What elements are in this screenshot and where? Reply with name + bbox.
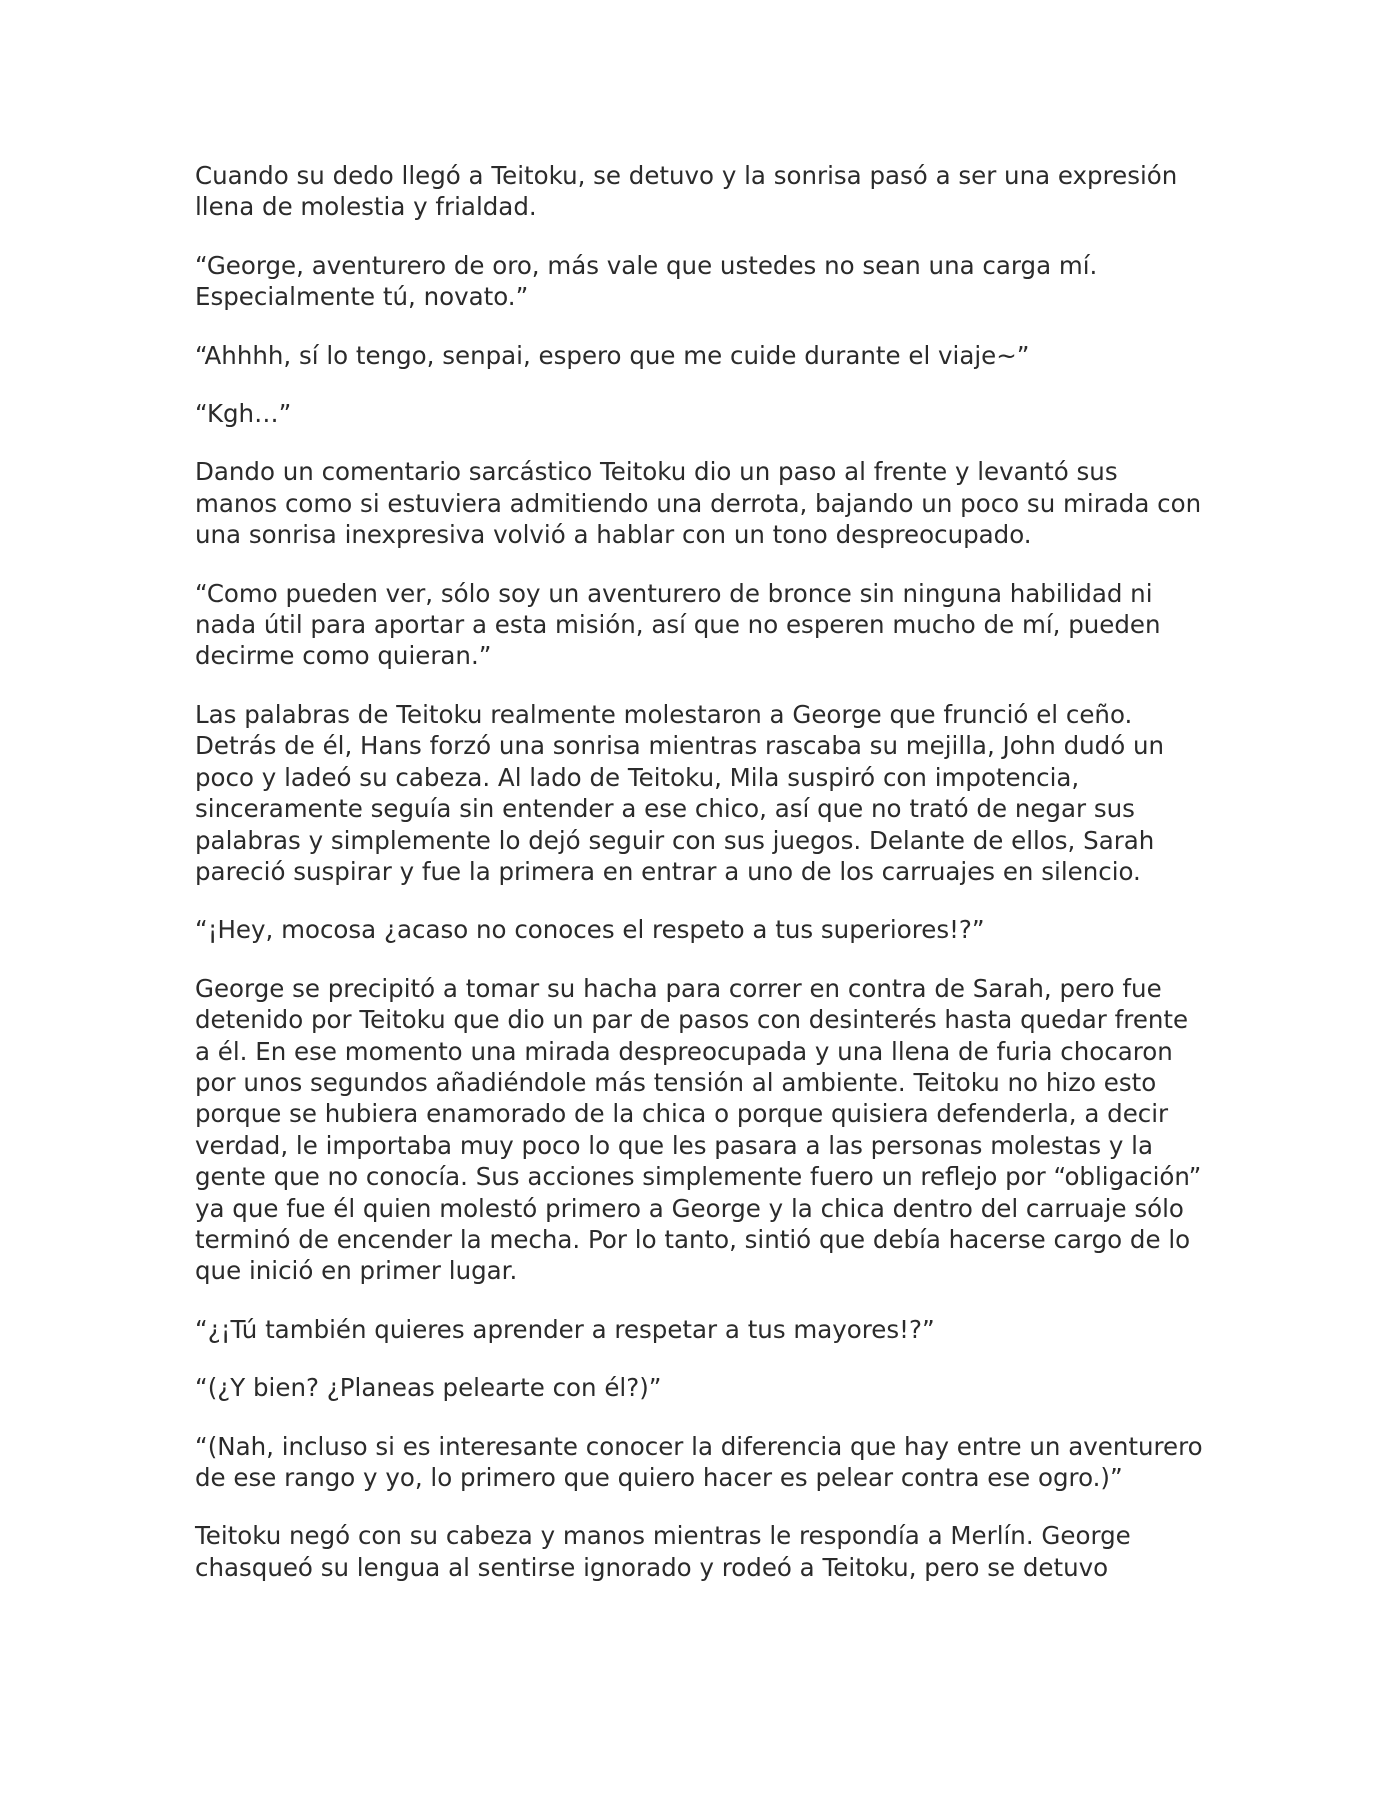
paragraph-5: Dando un comentario sarcástico Teitoku dio un paso al frente y levantó sus manos como si estuviera admitiendo una derrota, bajando un poco su mirada con una sonrisa inexpresiva volvió a hablar con un tono despreocupado. xyxy=(195,457,1202,550)
paragraph-11: “(¿Y bien? ¿Planeas pelearte con él?)” xyxy=(195,1373,662,1403)
paragraph-6: “Como pueden ver, sólo soy un aventurero de bronce sin ninguna habilidad ni nada útil para aportar a esta misión, así que no esperen mucho de mí, pueden decirme como quieran.” xyxy=(195,578,1161,671)
paragraph-3: “Ahhhh, sí lo tengo, senpai, espero que me cuide durante el viaje~” xyxy=(195,340,1030,370)
paragraph-7: Las palabras de Teitoku realmente molestaron a George que frunció el ceño. Detrás de él, Hans forzó una sonrisa mientras rascaba su mejilla, John dudó un poco y ladeó su cabeza. Al lado de Teitoku, Mila suspiró con impotencia, sinceramente seguía sin entender a ese chico, así que no trató de negar sus palabras y simplemente lo dejó seguir con sus juegos. Delante de ellos, Sarah pareció suspirar y fue la primera en entrar a uno de los carruajes en silencio. xyxy=(195,699,1165,886)
paragraph-4: “Kgh…” xyxy=(195,399,292,429)
paragraph-13: Teitoku negó con su cabeza y manos mientras le respondía a Merlín. George chasqueó su lengua al sentirse ignorado y rodeó a Teitoku, pero se detuvo xyxy=(195,1521,1131,1582)
paragraph-2: “George, aventurero de oro, más vale que ustedes no sean una carga mí. Especialmente tú, novato.” xyxy=(195,250,1098,312)
paragraph-10: “¿¡Tú también quieres aprender a respetar a tus mayores!?” xyxy=(195,1314,935,1344)
document-body xyxy=(195,160,1205,1610)
paragraph-12: “(Nah, incluso si es interesante conocer la diferencia que hay entre un aventurero de ese rango y yo, lo primero que quiero hacer es pelear contra ese ogro.)” xyxy=(195,1431,1203,1492)
paragraph-9: George se precipitó a tomar su hacha para correr en contra de Sarah, pero fue detenido por Teitoku que dio un par de pasos con desinterés hasta quedar frente a él. En ese momento una mirada despreocupada y una llena de furia chocaron por unos segundos añadiéndole más tensión al ambiente. Teitoku no hizo esto porque se hubiera enamorado de la chica o porque quisiera defenderla, a decir verdad, le importaba muy poco lo que les pasara a las personas molestas y la gente que no conocía. Sus acciones simplemente fuero un reflejo por “obligación” ya que fue él quien molestó primero a George y la chica dentro del carruaje sólo terminó de encender la mecha. Por lo tanto, sintió que debía hacerse cargo de lo que inició en primer lugar. xyxy=(195,973,1202,1286)
paragraph-8: “¡Hey, mocosa ¿acaso no conoces el respeto a tus superiores!?” xyxy=(195,915,985,945)
paragraph-1: Cuando su dedo llegó a Teitoku, se detuvo y la sonrisa pasó a ser una expresión llena de molestia y frialdad. xyxy=(195,161,1178,222)
